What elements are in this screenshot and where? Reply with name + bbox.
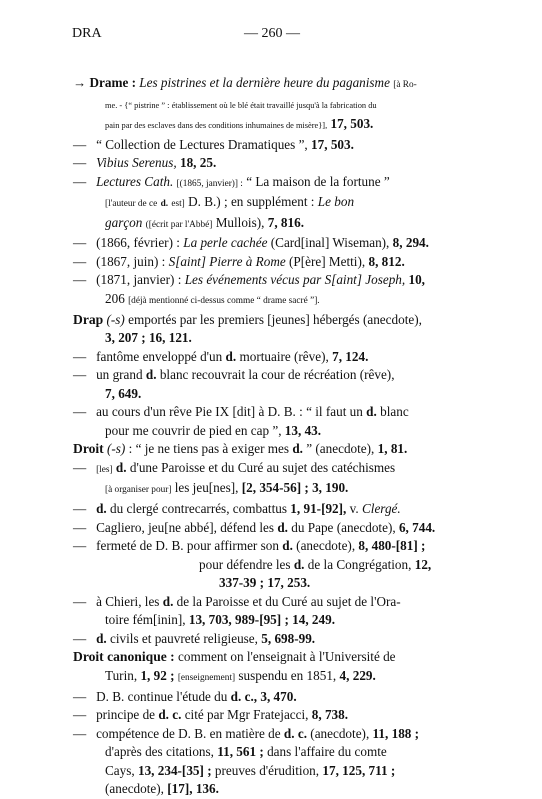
arrow-icon: → [73, 75, 87, 90]
volume-refs: 13, 234-[35] ; [137, 762, 212, 778]
entry-droit [73, 440, 473, 459]
sub-entry-dash: — [73, 155, 87, 171]
sub-entry-dash: — [73, 688, 87, 704]
entry-droit-canonique [73, 648, 473, 667]
entry-text: Cagliero, jeu[ne abbé], défend les [96, 519, 275, 535]
sub-entry-dash: — [73, 630, 87, 646]
editorial-note: [l'auteur de ce [105, 199, 158, 210]
entry-text: de la Congrégation, [307, 556, 412, 572]
entry-chieri [73, 593, 473, 612]
entry-text: pour défendre les [199, 556, 291, 572]
plural-suffix: (-s) [106, 311, 125, 327]
volume-refs: [2, 354-56] ; 3, 190. [241, 480, 349, 496]
sub-entry-dash: — [73, 235, 87, 251]
sub-entry-dash: — [73, 519, 87, 535]
sub-entry-dash: — [73, 404, 87, 420]
entry-text: D. B.) ; en supplément : [188, 194, 315, 210]
abbrev-d: d. [282, 538, 293, 554]
volume-refs: 7, 649. [105, 385, 142, 401]
entry-text: fantôme enveloppé d'un [96, 348, 223, 364]
entry-cours [73, 403, 473, 422]
entry-text: : “ je ne tiens pas à exiger mes [128, 441, 290, 457]
entry-drap [73, 311, 473, 330]
volume-refs: [17], 136. [167, 781, 219, 797]
running-header [72, 26, 472, 44]
entry-text: (anecdote), [105, 781, 164, 797]
editorial-note: [à organiser pour] [105, 485, 172, 496]
volume-refs: 8, 480-[81] ; [358, 538, 426, 554]
entry-civils [73, 630, 473, 649]
entry-principe [73, 706, 473, 725]
volume-refs: 11, 188 ; [372, 725, 420, 741]
entry-competence-line2 [73, 743, 473, 762]
entry-title: garçon [105, 214, 143, 230]
entry-title: Les pistrines et la dernière heure du paganisme [139, 75, 390, 90]
entry-chieri-line2 [73, 611, 473, 630]
volume-refs: 4, 229. [339, 667, 376, 683]
headword-droit: Droit [73, 441, 104, 457]
entry-text: fermeté de D. B. pour affirmer son [96, 538, 279, 554]
entry-text: dans l'affaire du comte [267, 744, 387, 760]
sub-entry-dash: — [73, 253, 87, 269]
page-ref: 206 [105, 291, 125, 307]
entry-text: Cays, [105, 762, 135, 778]
entry-text: (1871, janvier) : [96, 272, 182, 288]
entry-text: suspendu en 1851, [238, 667, 337, 683]
entry-evenements [73, 271, 473, 290]
entry-text: mortuaire (rêve), [239, 348, 329, 364]
entry-text: emportés par les premiers [jeunes] hébergés (anecdote), [128, 311, 422, 327]
entry-title: Vibius Serenus, [96, 155, 177, 171]
editorial-note: [à Ro- [393, 80, 417, 90]
entry-text: au cours d'un rêve Pie IX [dit] à D. B. : “ il faut un [96, 404, 363, 420]
entry-title: S[aint] Pierre à Rome [168, 253, 286, 269]
volume-refs: 17, 125, 711 ; [322, 762, 396, 778]
abbrev-d: d. [293, 556, 305, 572]
sub-entry-dash: — [73, 501, 87, 517]
entry-text: Mullois), [215, 214, 265, 230]
volume-refs: 13, 703, 989-[95] ; 14, 249. [188, 612, 336, 628]
entry-cagliero [73, 519, 473, 538]
entry-lectures-line2 [73, 193, 473, 214]
entry-lectures [73, 173, 473, 194]
abbrev-d: d. [96, 630, 107, 646]
abbrev-dc: d. c. [158, 707, 182, 723]
sub-entry-dash: — [73, 173, 87, 189]
entry-pierre [73, 253, 473, 272]
abbrev-d: d. [292, 441, 303, 457]
page-number: — 260 — [244, 26, 300, 41]
entry-title: La perle cachée [183, 235, 268, 251]
entry-text: (anecdote), [296, 538, 356, 554]
entry-droit-les [73, 459, 473, 480]
volume-refs: 8, 738. [311, 707, 349, 723]
sub-entry-dash: — [73, 136, 87, 152]
volume-refs: 11, 561 ; [217, 744, 264, 760]
plural-suffix: (-s) [107, 441, 126, 457]
volume-refs: 3, 207 ; 16, 121. [105, 330, 192, 346]
abbrev-dc: d. c. [283, 725, 307, 741]
editorial-note: [(1865, janvier)] : [176, 178, 243, 189]
entry-title: Lectures Cath. [96, 173, 174, 189]
see-also: v. [349, 501, 359, 517]
entry-text: D. B. continue l'étude du [96, 688, 228, 704]
abbrev-d: d. [366, 404, 377, 420]
headword-drame: Drame : [89, 75, 136, 90]
volume-refs: 8, 294. [392, 235, 429, 251]
editorial-note: est] [171, 199, 185, 210]
volume-refs: 8, 812. [368, 253, 405, 269]
editorial-note: [enseignement] [177, 672, 236, 683]
entry-drame-line3 [73, 115, 473, 136]
headword-droit-canonique: Droit canonique : [73, 649, 175, 665]
entry-text: “ Collection de Lectures Dramatiques ”, [96, 136, 308, 152]
entry-droit-les-line2 [73, 479, 473, 500]
volume-refs: 337-39 ; 17, 253. [219, 575, 311, 591]
entry-text: les jeu[nes], [174, 480, 239, 496]
entry-vibius [73, 154, 473, 173]
entry-text: du Pape (anecdote), [291, 519, 396, 535]
entry-text: cité par Mgr Fratejacci, [184, 707, 309, 723]
entry-competence [73, 725, 473, 744]
volume-refs: 10, [408, 272, 425, 288]
entry-lectures-line3 [73, 214, 473, 235]
entry-text: blanc [380, 404, 409, 420]
entry-evenements-line2 [73, 290, 473, 311]
abbrev-d: d. [96, 501, 107, 517]
entry-fermete-line2 [73, 556, 473, 575]
entry-title: Les événements vécus par S[aint] Joseph, [184, 272, 406, 288]
headword-drap: Drap [73, 311, 104, 327]
entry-text: comment on l'enseignait à l'Université de [178, 649, 396, 665]
entry-text: toire fém[inin], [105, 612, 186, 628]
abbrev-d: d. [277, 519, 288, 535]
section-letters: DRA [72, 26, 102, 41]
index-page-body [73, 74, 473, 799]
entry-text: pour me couvrir de pied en cap ”, [105, 422, 282, 438]
abbrev-dc: d. c., [230, 688, 258, 704]
entry-competence-line3 [73, 762, 473, 781]
entry-text: preuves d'érudition, [214, 762, 320, 778]
sub-entry-dash: — [73, 593, 87, 609]
entry-text: un grand [96, 367, 143, 383]
entry-text: à Chieri, les [96, 593, 160, 609]
volume-refs: 1, 81. [377, 441, 408, 457]
editorial-note: [les] [96, 464, 113, 475]
sub-entry-dash: — [73, 367, 87, 383]
volume-refs: 17, 503. [330, 116, 374, 132]
entry-clerge [73, 500, 473, 519]
volume-refs: 12, [414, 556, 432, 572]
entry-text: du clergé contrecarrés, combattus [110, 501, 287, 517]
abbrev-d: d. [160, 199, 169, 210]
sub-entry-dash: — [73, 538, 87, 554]
see-also-term[interactable]: Clergé. [361, 501, 401, 517]
entry-text: principe de [96, 707, 156, 723]
entry-drame [73, 74, 473, 95]
entry-text: ” (anecdote), [306, 441, 375, 457]
sub-entry-dash: — [73, 459, 87, 475]
entry-continue [73, 688, 473, 707]
entry-text: (1867, juin) : [96, 253, 166, 269]
volume-refs: 5, 698-99. [261, 630, 316, 646]
volume-refs: 1, 92 ; [140, 667, 175, 683]
editorial-note: [déjà mentionné ci-dessus comme “ drame sacré ”]. [128, 296, 320, 307]
entry-grand [73, 366, 473, 385]
volume-refs: 6, 744. [398, 519, 436, 535]
entry-text: Turin, [105, 667, 138, 683]
entry-text: (P[ère] Metti), [289, 253, 366, 269]
entry-text: d'une Paroisse et du Curé au sujet des catéchismes [129, 459, 396, 475]
editorial-note: pain par des esclaves dans des conditions inhumaines de misère}], [105, 121, 328, 131]
entry-fermete-line3 [73, 574, 473, 593]
sub-entry-dash: — [73, 725, 87, 741]
entry-text: blanc recouvrait la cour de récréation (rêve), [159, 367, 395, 383]
entry-fantome [73, 348, 473, 367]
editorial-note: me. - {“ pistrine ” : établissement où le blé était travaillé jusqu'à la fabrication du [105, 100, 377, 110]
entry-competence-line4 [73, 780, 473, 799]
entry-fermete [73, 537, 473, 556]
volume-refs: 18, 25. [179, 155, 217, 171]
entry-perle [73, 234, 473, 253]
editorial-note: ([écrit par l'Abbé] [145, 219, 213, 230]
volume-refs: 3, 470. [260, 688, 297, 704]
entry-text: (Card[inal] Wiseman), [270, 235, 390, 251]
sub-entry-dash: — [73, 348, 87, 364]
sub-entry-dash: — [73, 707, 87, 723]
volume-refs: 17, 503. [311, 136, 354, 152]
entry-cours-line2 [73, 422, 473, 441]
entry-text: d'après des citations, [105, 744, 214, 760]
entry-text: compétence de D. B. en matière de [96, 725, 281, 741]
entry-text: de la Paroisse et du Curé au sujet de l'Ora- [176, 593, 401, 609]
entry-grand-line2 [73, 385, 473, 404]
abbrev-d: d. [225, 348, 237, 364]
entry-text: “ La maison de la fortune ” [246, 173, 390, 189]
entry-drame-line2 [73, 95, 473, 116]
abbrev-d: d. [162, 593, 174, 609]
volume-refs: 13, 43. [284, 422, 322, 438]
entry-text: (1866, février) : [96, 235, 180, 251]
entry-title: Le bon [317, 194, 355, 210]
entry-text: civils et pauvreté religieuse, [110, 630, 258, 646]
volume-refs: 7, 816. [267, 214, 304, 230]
entry-drap-line2 [73, 329, 473, 348]
entry-collection [73, 136, 473, 155]
abbrev-d: d. [115, 459, 127, 475]
sub-entry-dash: — [73, 272, 87, 288]
volume-refs: 7, 124. [332, 348, 369, 364]
abbrev-d: d. [145, 367, 157, 383]
entry-text: (anecdote), [310, 725, 370, 741]
volume-refs: 1, 91-[92], [290, 501, 347, 517]
entry-droit-canonique-line2 [73, 667, 473, 688]
